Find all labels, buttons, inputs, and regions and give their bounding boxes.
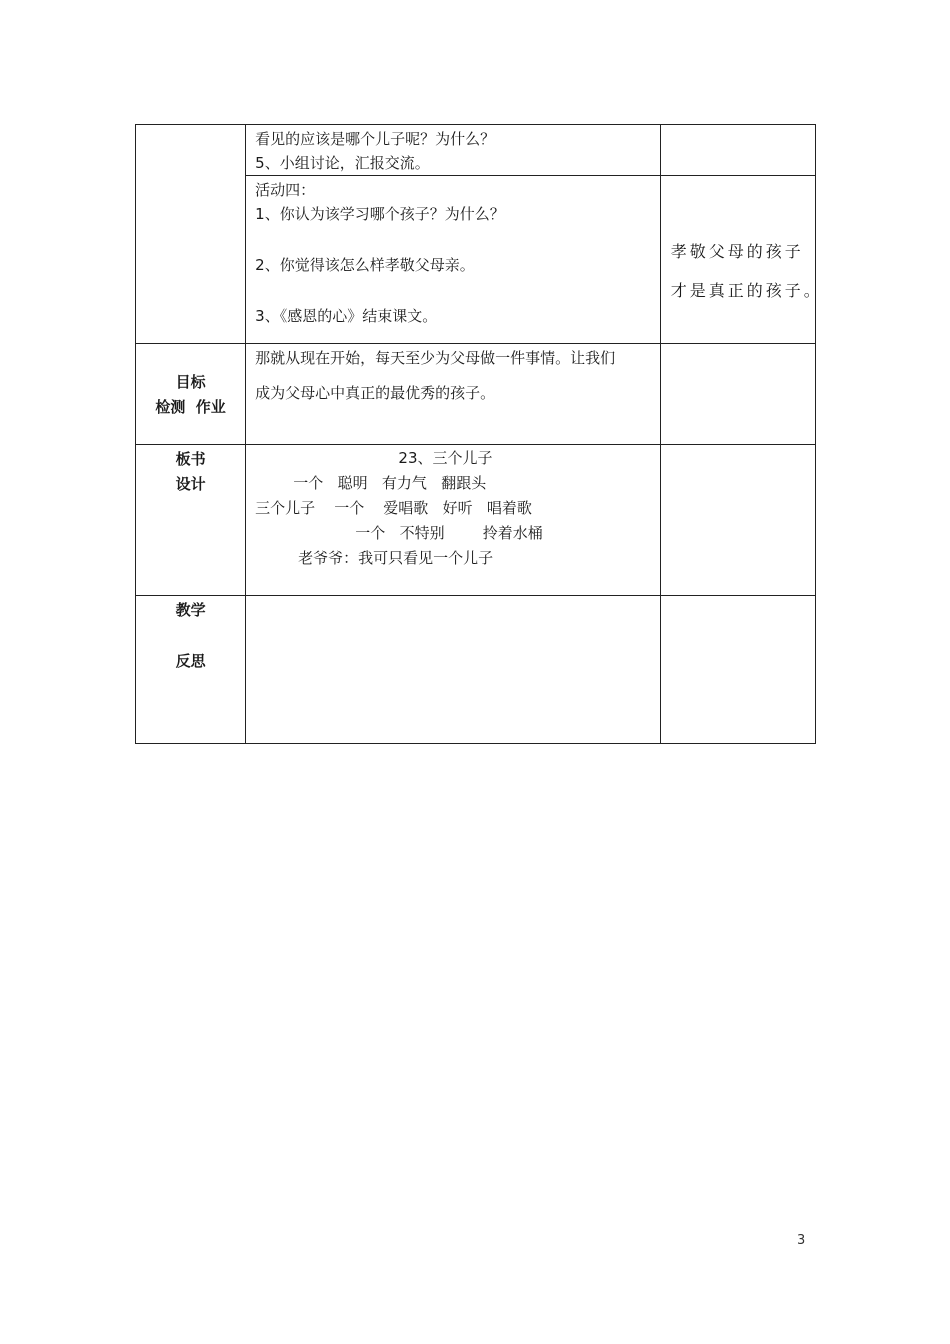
text-line: 2、你觉得该怎么样孝敬父母亲。	[255, 256, 475, 274]
note-cell	[660, 344, 815, 445]
text-line: 成为父母心中真正的最优秀的孩子。	[255, 384, 496, 402]
content-cell	[246, 125, 661, 176]
text-line: 3、《感恩的心》结束课文。	[255, 307, 438, 325]
note-line: 孝敬父母的孩子	[670, 242, 804, 261]
note-cell	[660, 445, 815, 596]
row-label: 目标	[175, 373, 206, 391]
board-title: 23、三个儿子	[398, 449, 493, 467]
board-line: 三个儿子 一个 爱唱歌 好听 唱着歌	[255, 499, 532, 517]
label-cell	[136, 344, 246, 445]
label-cell	[136, 445, 246, 596]
content-cell	[246, 176, 661, 344]
page-number: 3	[797, 1233, 806, 1248]
note-cell	[660, 176, 823, 344]
label-cell	[136, 596, 246, 744]
content-cell	[246, 445, 661, 596]
board-line: 老爷爷：我可只看见一个儿子	[255, 549, 494, 567]
row-label: 教学	[175, 601, 206, 619]
note-line: 才是真正的孩子。	[670, 281, 823, 300]
text-line: 5、小组讨论，汇报交流。	[255, 154, 430, 172]
board-line: 一个 聪明 有力气 翻跟头	[255, 474, 487, 492]
table-row	[136, 125, 816, 176]
lesson-plan-table	[135, 124, 823, 744]
text-line: 那就从现在开始，每天至少为父母做一件事情。让我们	[255, 349, 616, 367]
text-line: 1、你认为该学习哪个孩子？为什么？	[255, 205, 505, 223]
table-row	[136, 445, 816, 596]
board-line: 一个 不特别 拎着水桶	[255, 524, 543, 542]
row-label: 板书	[175, 450, 206, 468]
row-label: 反思	[175, 652, 206, 670]
content-cell	[246, 344, 661, 445]
table-row	[136, 596, 816, 744]
row-label: 检测 作业	[155, 398, 226, 416]
table-row	[136, 344, 816, 445]
text-line: 看见的应该是哪个儿子呢？为什么？	[255, 130, 496, 148]
note-cell	[660, 596, 815, 744]
content-cell	[246, 596, 661, 744]
activity-heading: 活动四：	[255, 181, 316, 199]
label-cell	[136, 125, 246, 344]
row-label: 设计	[175, 475, 206, 493]
note-cell	[660, 125, 815, 176]
